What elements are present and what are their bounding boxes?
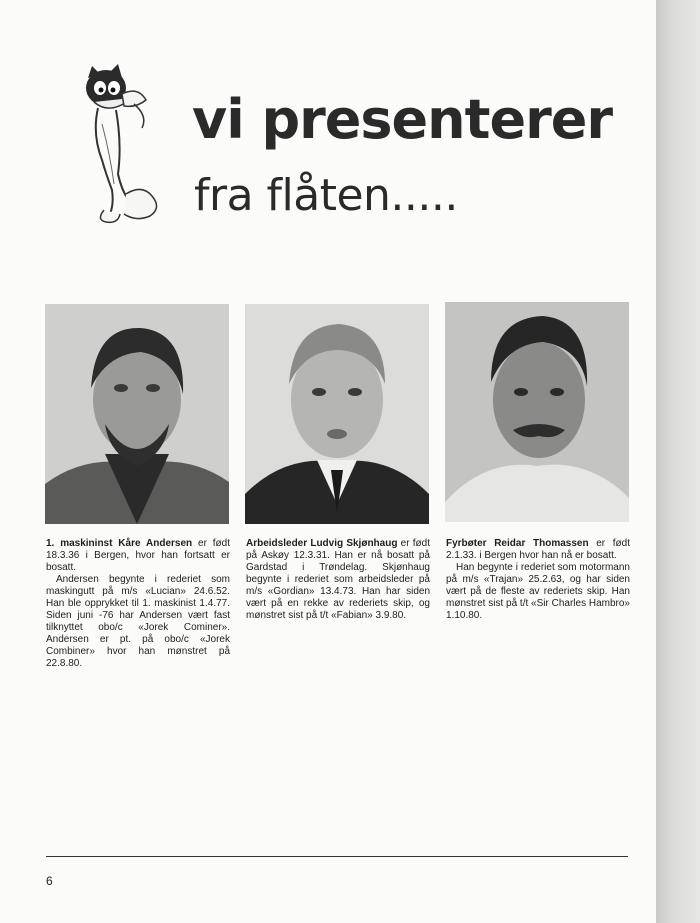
caption-3	[446, 538, 630, 622]
page-number: 6	[46, 874, 53, 888]
caption-paragraph-3: Han begynte i rederiet som motormann på m/s «Trajan» 25.2.63, og har siden vært på de fleste av rederiets skip. Han mønstret sist på t/t «Sir Charles Hambro» 1.10.80.	[446, 562, 630, 621]
cartoon-mascot-icon	[76, 64, 168, 224]
page-title: vi presenterer	[192, 88, 612, 151]
page-subtitle: fra flåten.....	[194, 170, 458, 221]
caption-text-2: er født på Askøy 12.3.31. Han er nå bosatt på Gardstad i Trøndelag. Skjønhaug begynte i rederiet som arbeidsleder på m/s «Gordian» 13.4.73. Han har siden vært på en rekke av rederiets skip, og mønstret sist på t/t «Fabian» 3.9.80.	[246, 538, 430, 621]
page-edge-shadow	[656, 0, 700, 923]
caption-text-1: er født 18.3.36 i Bergen, hvor han fortsatt er bosatt.	[46, 538, 230, 573]
caption-paragraph-1: Andersen begynte i rederiet som maskingutt på m/s «Lucian» 24.6.52. Han ble opprykket til 1. maskinist 1.4.77. Siden juni -76 har Andersen vært fast tilknyttet obo/c «Jorek Cominer». Andersen er pt. på obo/c «Jorek Combiner» hvor han mønstret på 22.8.80.	[46, 574, 230, 669]
caption-2	[246, 538, 430, 622]
portrait-photo-1	[45, 304, 229, 524]
person-name-2: Arbeidsleder Ludvig Skjønhaug	[246, 538, 398, 549]
footer-divider	[46, 856, 628, 857]
person-name-1: 1. maskininst Kåre Andersen	[46, 538, 193, 549]
caption-text-3: er født 2.1.33. i Bergen hvor han nå er bosatt.	[446, 538, 630, 561]
caption-1	[46, 538, 230, 670]
portrait-photo-3	[445, 302, 629, 522]
portrait-photo-2	[245, 304, 429, 524]
person-name-3: Fyrbøter Reidar Thomassen	[446, 538, 589, 549]
